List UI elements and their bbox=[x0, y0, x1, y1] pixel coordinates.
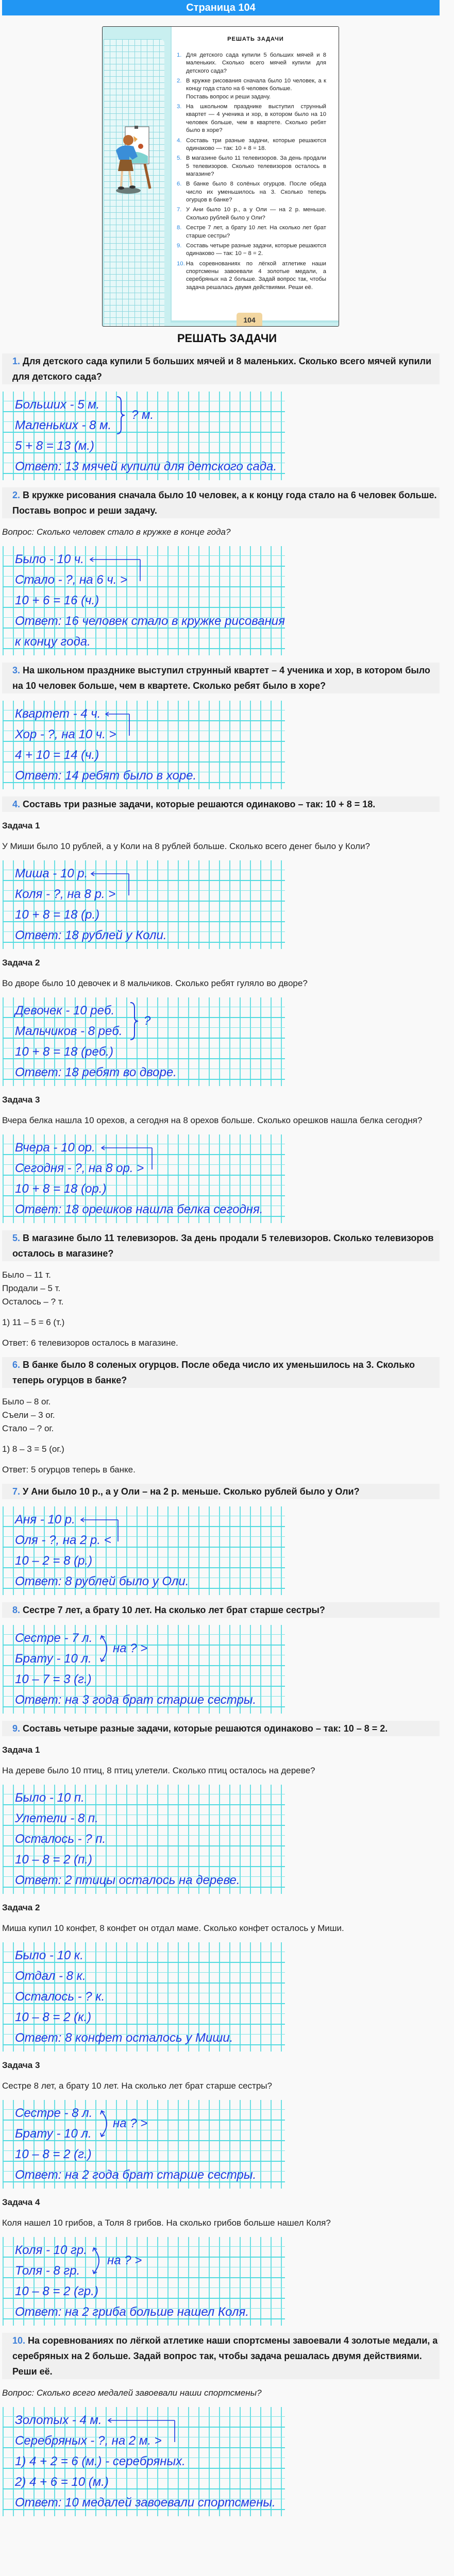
problem-9-statement bbox=[2, 1721, 440, 1736]
task-text: На дереве было 10 птиц, 8 птиц улетели. Сколько птиц осталось на дереве? bbox=[2, 1766, 315, 1775]
solution-answer: Ответ: 18 рублей у Коли. bbox=[15, 928, 167, 942]
solution-row: Квартет - 4 ч. bbox=[15, 707, 101, 721]
problem-8-statement bbox=[2, 1602, 440, 1618]
task-text: Коля нашел 10 грибов, а Толя 8 грибов. На сколько грибов больше нашел Коля? bbox=[2, 2218, 331, 2228]
textbook-item-text: В банке было 8 солёных огурцов. После обеда число их уменьшилось на 3. Сколько теперь огурцов в банке? bbox=[186, 181, 326, 203]
problem-text: Составь три разные задачи, которые решаются одинаково – так: 10 + 8 = 18. bbox=[23, 799, 376, 809]
solution-row: Улетели - 8 п. bbox=[15, 1811, 98, 1825]
task-text: Вчера белка нашла 10 орехов, а сегодня на 8 орехов больше. Сколько орешков нашла белка сегодня? bbox=[2, 1115, 423, 1125]
task-title: Задача 2 bbox=[2, 1903, 40, 1912]
problem-text: Составь четыре разные задачи, которые решаются одинаково – так: 10 – 8 = 2. bbox=[23, 1723, 388, 1734]
textbook-item-text: Составь три разные задачи, которые решаются одинаково — так: 10 + 8 = 18. bbox=[186, 137, 326, 151]
solution-row: Отдал - 8 к. bbox=[15, 1969, 86, 1983]
section-title: РЕШАТЬ ЗАДАЧИ bbox=[177, 332, 277, 345]
textbook-item-number: 4. bbox=[177, 137, 182, 144]
task-title: Задача 2 bbox=[2, 958, 40, 968]
problem-question: Вопрос: Сколько человек стало в кружке в конце года? bbox=[2, 527, 231, 537]
problem-text: У Ани было 10 р., а у Оли – на 2 р. меньше. Сколько рублей было у Оли? bbox=[23, 1486, 360, 1497]
textbook-item-number: 7. bbox=[177, 207, 182, 213]
problem-6-statement bbox=[2, 1357, 440, 1388]
problem-number: 4. bbox=[12, 799, 21, 809]
solution-grid-1 bbox=[3, 392, 285, 480]
problem-4-statement bbox=[2, 796, 440, 812]
brace-label: ? bbox=[144, 1014, 151, 1028]
solution-answer: Ответ: на 2 года брат старше сестры. bbox=[15, 2168, 257, 2182]
task-title: Задача 1 bbox=[2, 1745, 40, 1755]
solution-row: Сегодня - ?, на 8 ор. > bbox=[15, 1161, 144, 1175]
problem-number: 1. bbox=[12, 356, 21, 366]
textbook-item-number: 5. bbox=[177, 155, 182, 162]
solution-row: 10 + 8 = 18 (реб.) bbox=[15, 1045, 113, 1059]
solution-line: Продали – 5 т. bbox=[2, 1283, 61, 1293]
solution-line: Было – 8 ог. bbox=[2, 1397, 51, 1406]
solution-row: 1) 4 + 2 = 6 (м.) - серебряных. bbox=[15, 2454, 186, 2468]
solution-row: 10 + 6 = 16 (ч.) bbox=[15, 594, 99, 607]
problem-text: На соревнованиях по лёгкой атлетике наши спортсмены завоевали 4 золотые медали, а серебряных на 2 больше. Задай вопрос так, чтобы задача решалась двумя действиями. Реши её. bbox=[12, 2335, 438, 2377]
problem-10-statement bbox=[2, 2333, 440, 2379]
solution-row: Было - 10 к. bbox=[15, 1948, 83, 1962]
solution-row: 5 + 8 = 13 (м.) bbox=[15, 439, 94, 453]
solution-row: Было - 10 п. bbox=[15, 1791, 85, 1805]
solution-answer: к концу года. bbox=[15, 635, 91, 649]
textbook-item-number: 2. bbox=[177, 78, 182, 84]
textbook-item bbox=[177, 77, 326, 101]
problem-text: В банке было 8 соленых огурцов. После обеда число их уменьшилось на 3. Сколько теперь огурцов в банке? bbox=[12, 1360, 415, 1385]
textbook-item bbox=[177, 103, 326, 134]
textbook-heading: РЕШАТЬ ЗАДАЧИ bbox=[227, 36, 284, 42]
solution-answer: Ответ: 5 огурцов теперь в банке. bbox=[2, 1465, 136, 1475]
solution-row: 10 – 8 = 2 (к.) bbox=[15, 2010, 92, 2024]
problem-3-statement bbox=[2, 663, 440, 693]
problem-number: 9. bbox=[12, 1723, 21, 1734]
problem-text: На школьном празднике выступил струнный квартет – 4 ученика и хор, в котором было на 10 человек больше, чем в квартете. Сколько ребят было в хоре? bbox=[12, 665, 430, 691]
solution-grid-4-3 bbox=[3, 1134, 285, 1223]
solution-row: Коля - 10 гр. bbox=[15, 2243, 87, 2257]
solution-row: Стало - ?, на 6 ч. > bbox=[15, 573, 128, 587]
solution-answer: Ответ: 18 орешков нашла белка сегодня. bbox=[15, 1202, 263, 1216]
problem-number: 5. bbox=[12, 1233, 21, 1243]
problem-number: 7. bbox=[12, 1486, 21, 1497]
brace-label: ? м. bbox=[131, 408, 154, 422]
page-header: Страница 104 bbox=[2, 0, 440, 15]
solution-line: 1) 11 – 5 = 6 (т.) bbox=[2, 1317, 65, 1327]
task-text: Сестре 8 лет, а брату 10 лет. На сколько лет брат старше сестры? bbox=[2, 2081, 272, 2091]
solution-answer: Ответ: 16 человек стало в кружке рисования bbox=[15, 614, 285, 628]
problem-text: В кружке рисования сначала было 10 человек, а к концу года стало на 6 человек больше. Поставь вопрос и реши задачу. bbox=[12, 490, 437, 516]
textbook-item-text: Для детского сада купили 5 больших мячей и 8 маленьких. Сколько всего мячей купили для детского сада? bbox=[186, 52, 326, 74]
problem-number: 10. bbox=[12, 2335, 26, 2346]
solution-row: Серебряных - ?, на 2 м. > bbox=[15, 2434, 162, 2448]
solution-answer: Ответ: 13 мячей купили для детского сада. bbox=[15, 460, 277, 473]
textbook-item-text: Составь четыре разные задачи, которые решаются одинаково — так: 10 − 8 = 2. bbox=[186, 243, 326, 257]
solution-row: 10 – 8 = 2 (гр.) bbox=[15, 2284, 98, 2298]
textbook-item bbox=[177, 155, 326, 178]
solution-line: Осталось – ? т. bbox=[2, 1297, 64, 1307]
solution-grid-2 bbox=[3, 546, 285, 655]
difference-label: на ? > bbox=[113, 1641, 148, 1655]
solution-grid-3 bbox=[3, 701, 285, 789]
solution-row: 10 – 2 = 8 (р.) bbox=[15, 1554, 93, 1568]
problem-text: В магазине было 11 телевизоров. За день продали 5 телевизоров. Сколько телевизоров осталось в магазине? bbox=[12, 1233, 434, 1259]
solution-answer: Ответ: 18 ребят во дворе. bbox=[15, 1065, 177, 1079]
task-text: У Миши было 10 рублей, а у Коли на 8 рублей больше. Сколько всего денег было у Коли? bbox=[2, 841, 370, 851]
textbook-item-number: 3. bbox=[177, 104, 182, 110]
solution-grid-8 bbox=[3, 1625, 285, 1714]
solution-row: Коля - ?, на 8 р. > bbox=[15, 887, 116, 901]
solution-row: Сестре - 7 л. bbox=[15, 1631, 93, 1645]
problem-text: Для детского сада купили 5 больших мячей и 8 маленьких. Сколько всего мячей купили для детского сада? bbox=[12, 356, 432, 382]
solution-row: Было - 10 ч. bbox=[15, 552, 84, 566]
textbook-item-text: В магазине было 11 телевизоров. За день продали 5 телевизоров. Сколько телевизоров осталось в магазине? bbox=[186, 155, 326, 177]
textbook-item-text-extra: Поставь вопрос и реши задачу. bbox=[186, 93, 271, 100]
textbook-item bbox=[177, 180, 326, 204]
textbook-item bbox=[177, 52, 326, 75]
solution-answer: Ответ: на 2 гриба больше нашел Коля. bbox=[15, 2305, 249, 2319]
solution-line: 1) 8 – 3 = 5 (ог.) bbox=[2, 1444, 64, 1454]
textbook-item bbox=[177, 242, 326, 258]
solution-row: Миша - 10 р. bbox=[15, 867, 88, 880]
solution-grid-4-1 bbox=[3, 860, 285, 949]
solution-row: Осталось - ? к. bbox=[15, 1990, 105, 2004]
solution-row: Хор - ?, на 10 ч. > bbox=[15, 727, 116, 741]
solution-row: 10 + 8 = 18 (р.) bbox=[15, 908, 100, 922]
textbook-text-column bbox=[171, 27, 339, 320]
solution-grid-4-2 bbox=[3, 997, 285, 1086]
solution-row: Оля - ?, на 2 р. < bbox=[15, 1533, 111, 1547]
solution-row: 4 + 10 = 14 (ч.) bbox=[15, 748, 99, 762]
textbook-item-text: Сестре 7 лет, а брату 10 лет. На сколько лет брат старше сестры? bbox=[186, 225, 326, 239]
textbook-item-text: На соревнованиях по лёгкой атлетике наши спортсмены завоевали 4 золотые медали, а серебряных на 2 больше. Задай вопрос так, чтобы задача решалась двумя действиями. Реши её. bbox=[186, 260, 326, 291]
solution-row: Маленьких - 8 м. bbox=[15, 418, 112, 432]
solution-answer: Ответ: на 3 года брат старше сестры. bbox=[15, 1693, 257, 1707]
solution-row: Толя - 8 гр. bbox=[15, 2264, 80, 2278]
solution-answer: Ответ: 6 телевизоров осталось в магазине. bbox=[2, 1338, 178, 1348]
problem-number: 3. bbox=[12, 665, 21, 675]
task-text: Во дворе было 10 девочек и 8 мальчиков. Сколько ребят гуляло во дворе? bbox=[2, 978, 308, 988]
textbook-item bbox=[177, 137, 326, 153]
solution-grid-10 bbox=[3, 2407, 285, 2516]
solution-line: Было – 11 т. bbox=[2, 1270, 51, 1280]
textbook-page-number: 104 bbox=[237, 313, 262, 327]
solution-grid-7 bbox=[3, 1506, 285, 1595]
solution-grid-9-3 bbox=[3, 2100, 285, 2189]
solution-row: 10 + 8 = 18 (ор.) bbox=[15, 1182, 107, 1196]
solution-row: Мальчиков - 8 реб. bbox=[15, 1024, 123, 1038]
solution-answer: Ответ: 8 рублей было у Оли. bbox=[15, 1574, 189, 1588]
solution-row: 2) 4 + 6 = 10 (м.) bbox=[15, 2475, 109, 2489]
solution-row: Аня - 10 р. bbox=[15, 1513, 75, 1527]
textbook-item-text: У Ани было 10 р., а у Оли — на 2 р. меньше. Сколько рублей было у Оли? bbox=[186, 207, 326, 221]
difference-label: на ? > bbox=[113, 2116, 148, 2130]
solution-answer: Ответ: 2 птицы осталось на дереве. bbox=[15, 1873, 240, 1887]
problem-5-statement bbox=[2, 1230, 440, 1261]
problem-number: 2. bbox=[12, 490, 21, 500]
textbook-item bbox=[177, 224, 326, 240]
task-title: Задача 3 bbox=[2, 2060, 40, 2070]
task-title: Задача 4 bbox=[2, 2197, 40, 2207]
task-title: Задача 3 bbox=[2, 1095, 40, 1105]
textbook-problem-list bbox=[177, 52, 326, 294]
problem-question: Вопрос: Сколько всего медалей завоевали наши спортсмены? bbox=[2, 2388, 262, 2398]
solution-row: 10 – 7 = 3 (г.) bbox=[15, 1672, 92, 1686]
task-title: Задача 1 bbox=[2, 821, 40, 831]
solution-row: Больших - 5 м. bbox=[15, 398, 100, 412]
solution-row: Золотых - 4 м. bbox=[15, 2413, 102, 2427]
solution-row: Вчера - 10 ор. bbox=[15, 1141, 95, 1155]
solution-row: Брату - 10 л. bbox=[15, 2127, 92, 2141]
textbook-item bbox=[177, 206, 326, 222]
textbook-item-number: 10. bbox=[177, 260, 185, 267]
textbook-item-text: На школьном празднике выступил струнный квартет — 4 ученика и хор, в котором было на 10 человек больше, чем в квартете. Сколько ребят было в хоре? bbox=[186, 104, 326, 134]
problem-7-statement bbox=[2, 1484, 440, 1499]
solution-row: Сестре - 8 л. bbox=[15, 2106, 93, 2120]
textbook-item-text: В кружке рисования сначала было 10 человек, а к концу года стало на 6 человек больше. bbox=[186, 78, 326, 92]
textbook-item-number: 9. bbox=[177, 243, 182, 249]
solution-row: 10 – 8 = 2 (г.) bbox=[15, 2147, 92, 2161]
solution-row: 10 – 8 = 2 (п.) bbox=[15, 1853, 92, 1867]
task-text: Миша купил 10 конфет, 8 конфет он отдал маме. Сколько конфет осталось у Миши. bbox=[2, 1923, 344, 1933]
boy-painter-illustration bbox=[113, 126, 154, 198]
textbook-page-image bbox=[102, 26, 339, 327]
solution-row: Брату - 10 л. bbox=[15, 1652, 92, 1666]
textbook-item bbox=[177, 260, 326, 292]
solution-answer: Ответ: 8 конфет осталось у Миши. bbox=[15, 2031, 233, 2045]
solution-answer: Ответ: 14 ребят было в хоре. bbox=[15, 769, 197, 783]
solution-line: Стало – ? ог. bbox=[2, 1423, 54, 1433]
solution-grid-9-4 bbox=[3, 2237, 285, 2326]
problem-number: 6. bbox=[12, 1360, 21, 1370]
textbook-item-number: 6. bbox=[177, 181, 182, 188]
problem-2-statement bbox=[2, 487, 440, 518]
solution-answer: Ответ: 10 медалей завоевали спортсмены. bbox=[15, 2496, 276, 2510]
problem-number: 8. bbox=[12, 1605, 21, 1615]
solution-row: Осталось - ? п. bbox=[15, 1832, 106, 1846]
solution-grid-9-1 bbox=[3, 1785, 285, 1894]
problem-text: Сестре 7 лет, а брату 10 лет. На сколько лет брат старше сестры? bbox=[23, 1605, 325, 1615]
textbook-item-number: 8. bbox=[177, 225, 182, 231]
solution-line: Съели – 3 ог. bbox=[2, 1410, 55, 1420]
textbook-item-number: 1. bbox=[177, 52, 182, 58]
solution-row: Девочек - 10 реб. bbox=[15, 1004, 115, 1018]
difference-label: на ? > bbox=[107, 2253, 142, 2267]
problem-1-statement bbox=[2, 353, 440, 384]
solution-grid-9-2 bbox=[3, 1942, 285, 2052]
